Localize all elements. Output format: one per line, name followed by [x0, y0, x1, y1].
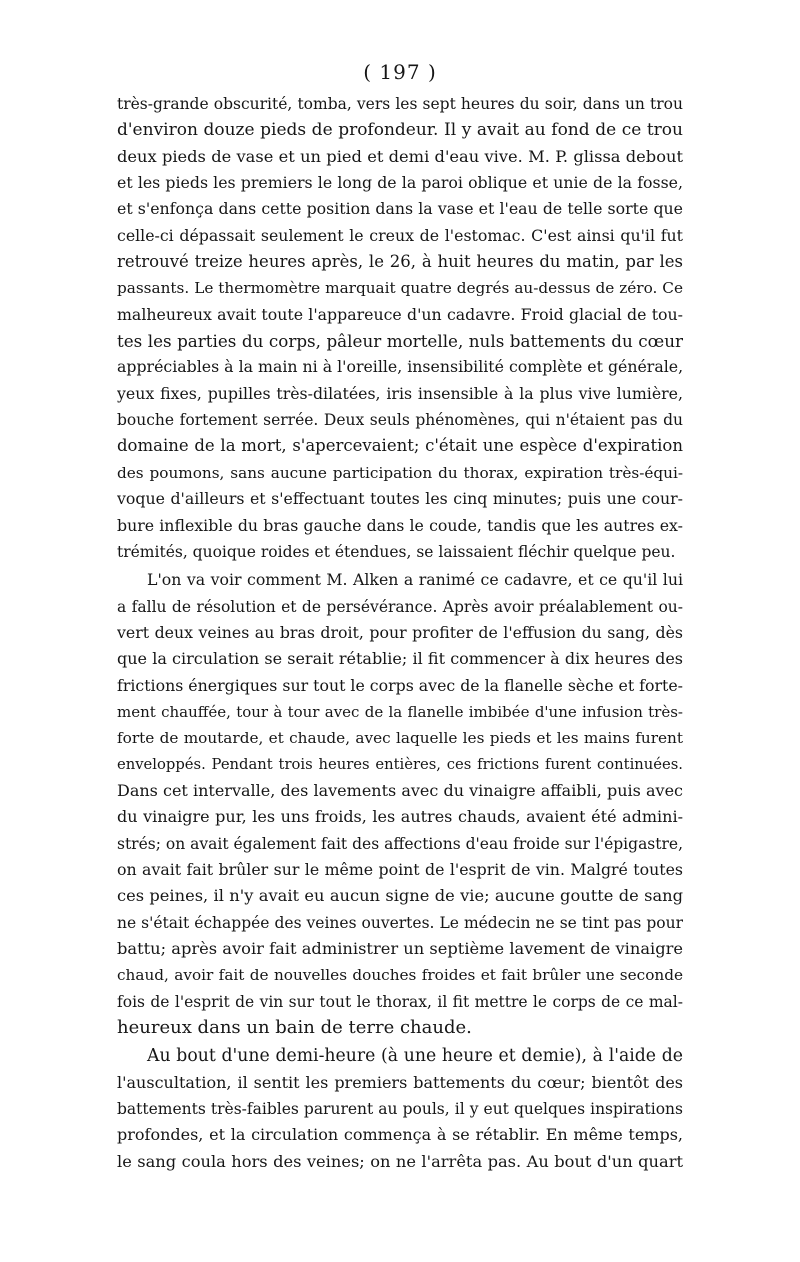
text-line: enveloppés. Pendant trois heures entières, ces frictions furent continuées. [117, 755, 683, 773]
text-line: et les pieds les premiers le long de la paroi oblique et unie de la fosse, [117, 173, 683, 193]
text-line: du vinaigre pur, les uns froids, les autres chauds, avaient été admini- [117, 807, 683, 827]
paragraph [117, 567, 683, 1041]
text-line: trémités, quoique roides et étendues, se laissaient fléchir quelque peu. [117, 542, 676, 561]
text-line: ne s'était échappée des veines ouvertes. Le médecin ne se tint pas pour [117, 913, 683, 932]
text-line: ment chauffée, tour à tour avec de la flanelle imbibée d'une infusion très- [117, 702, 683, 721]
text-line: vert deux veines au bras droit, pour profiter de l'effusion du sang, dès [117, 622, 683, 642]
text-line: ces peines, il n'y avait eu aucun signe de vie; aucune goutte de sang [117, 886, 683, 906]
text-line: L'on va voir comment M. Alken a ranimé ce cadavre, et ce qu'il lui [147, 570, 683, 590]
text-line: profondes, et la circulation commença à se rétablir. En même temps, [117, 1125, 683, 1145]
text-line: strés; on avait également fait des affections d'eau froide sur l'épigastre, [117, 834, 683, 853]
text-line: forte de moutarde, et chaude, avec laquelle les pieds et les mains furent [117, 729, 683, 748]
text-line: yeux fixes, pupilles très-dilatées, iris insensible à la plus vive lumière, [117, 383, 683, 403]
text-line: on avait fait brûler sur le même point de l'esprit de vin. Malgré toutes [117, 859, 683, 879]
text-line: des poumons, sans aucune participation du thorax, expiration très-équi- [117, 463, 683, 482]
text-line: bure inflexible du bras gauche dans le coude, tandis que les autres ex- [117, 515, 683, 535]
text-line: que la circulation se serait rétablie; il fit commencer à dix heures des [117, 649, 683, 669]
text-line: et s'enfonça dans cette position dans la vase et l'eau de telle sorte que [117, 199, 683, 219]
text-line: Au bout d'une demi-heure (à une heure et demie), à l'aide de [147, 1046, 683, 1067]
text-line: le sang coula hors des veines; on ne l'arrêta pas. Au bout d'un quart [117, 1151, 683, 1171]
text-line: tes les parties du corps, pâleur mortelle, nuls battements du cœur [117, 331, 683, 352]
text-line: bouche fortement serrée. Deux seuls phénomènes, qui n'étaient pas du [117, 411, 683, 430]
text-line: deux pieds de vase et un pied et demi d'eau vive. M. P. glissa debout [117, 146, 683, 166]
paragraph [117, 91, 683, 565]
text-line: heureux dans un bain de terre chaude. [117, 1017, 472, 1039]
text-line: appréciables à la main ni à l'oreille, insensibilité complète et générale, [117, 357, 683, 377]
text-line: domaine de la mort, s'apercevaient; c'était une espèce d'expiration [117, 436, 683, 456]
text-line: l'auscultation, il sentit les premiers battements du cœur; bientôt des [117, 1072, 683, 1092]
page-number: ( 197 ) [363, 60, 437, 84]
text-line: a fallu de résolution et de persévérance. Après avoir préalablement ou- [117, 597, 683, 616]
text-line: malheureux avait toute l'appareuce d'un cadavre. Froid glacial de tou- [117, 304, 683, 324]
text-line: Dans cet intervalle, des lavements avec du vinaigre affaibli, puis avec [117, 780, 683, 800]
text-line: passants. Le thermomètre marquait quatre degrés au-dessus de zéro. Ce [117, 279, 683, 298]
body-text [117, 91, 683, 1175]
text-line: chaud, avoir fait de nouvelles douches froides et fait brûler une seconde [117, 966, 683, 985]
text-line: voque d'ailleurs et s'effectuant toutes les cinq minutes; puis une cour- [117, 489, 683, 509]
text-line: d'environ douze pieds de profondeur. Il y avait au fond de ce trou [117, 120, 683, 141]
text-line: retrouvé treize heures après, le 26, à huit heures du matin, par les [117, 252, 683, 272]
paragraph [117, 1043, 683, 1175]
text-line: fois de l'esprit de vin sur tout le thorax, il fit mettre le corps de ce mal- [117, 992, 683, 1011]
text-line: battu; après avoir fait administrer un septième lavement de vinaigre [117, 939, 683, 958]
text-line: celle-ci dépassait seulement le creux de l'estomac. C'est ainsi qu'il fut [117, 225, 683, 245]
text-line: frictions énergiques sur tout le corps avec de la flanelle sèche et forte- [117, 675, 683, 695]
text-line: très-grande obscurité, tomba, vers les sept heures du soir, dans un trou [117, 95, 683, 113]
text-line: battements très-faibles parurent au pouls, il y eut quelques inspirations [117, 1100, 683, 1119]
